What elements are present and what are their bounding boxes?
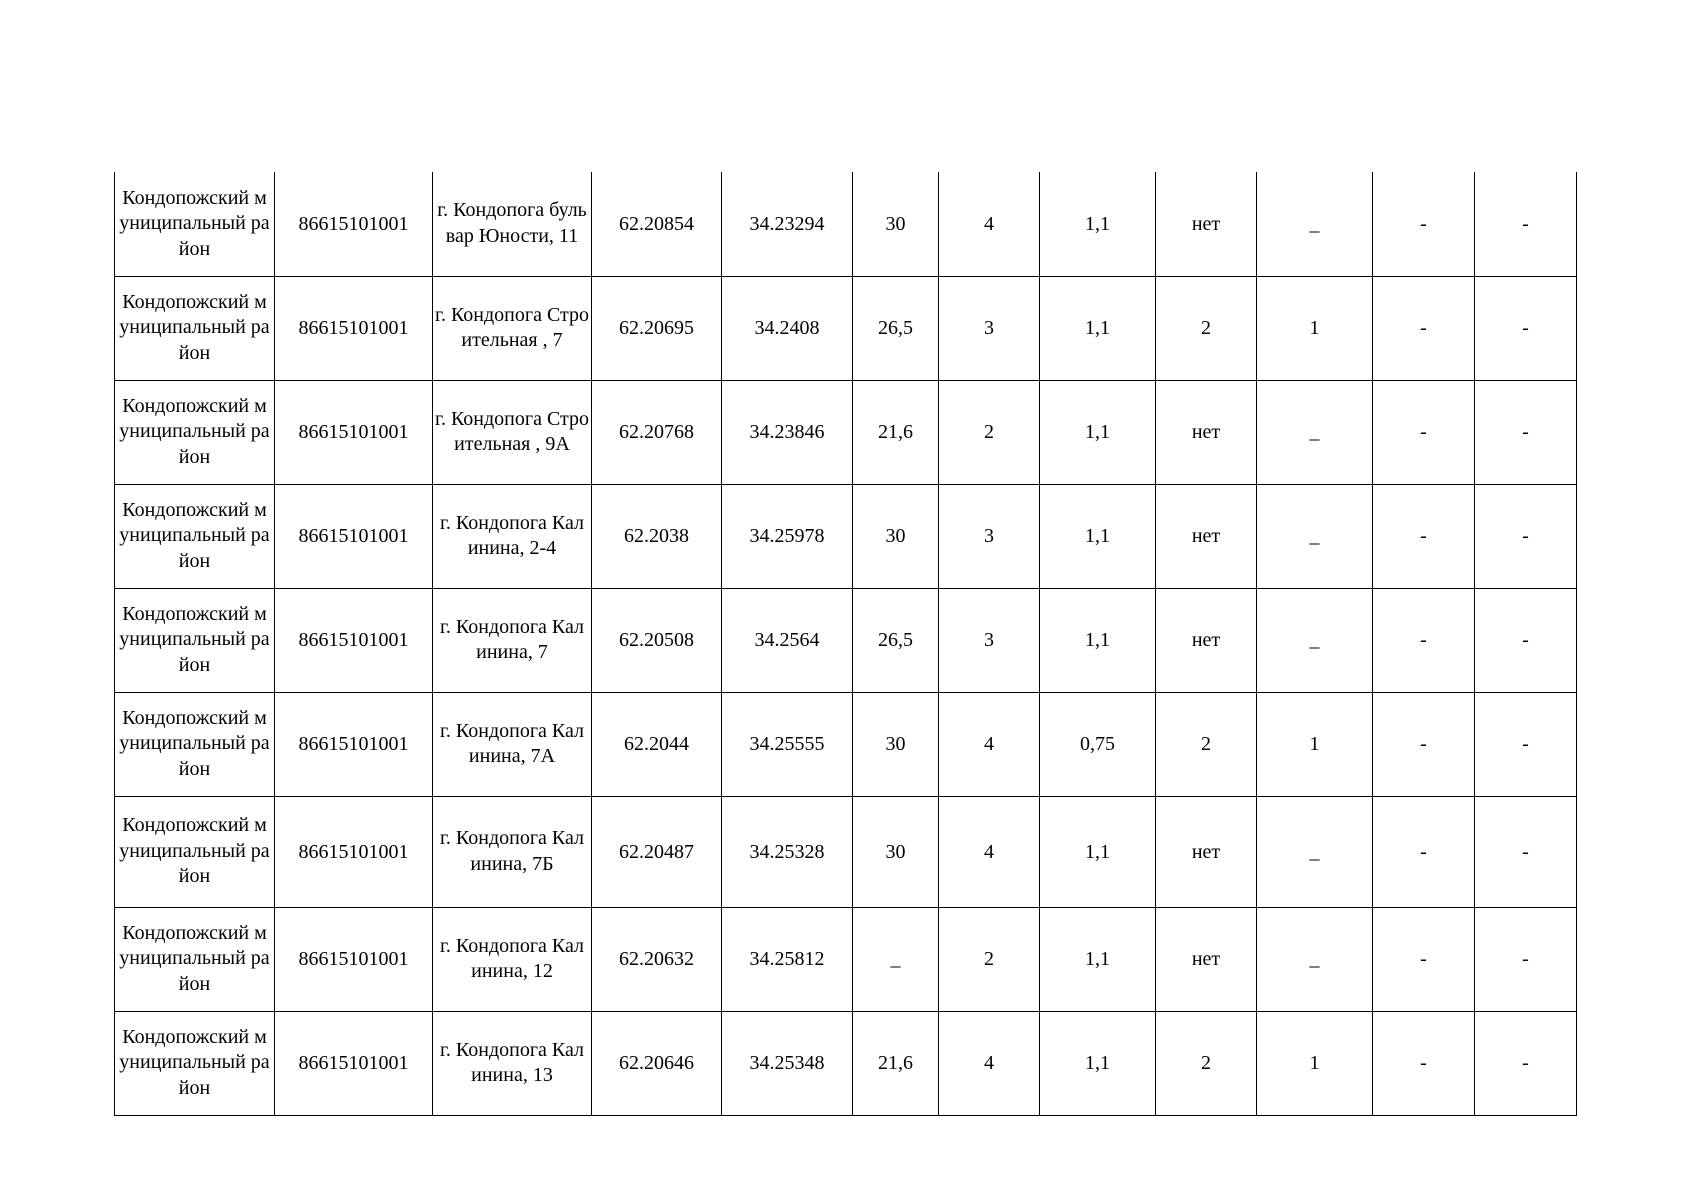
container-volume-cell: 1,1 [1040,796,1156,907]
area-cell: 26,5 [853,276,939,380]
container-volume-cell: 1,1 [1040,380,1156,484]
area-cell: 21,6 [853,1011,939,1115]
column-12-cell: - [1475,484,1577,588]
area-cell: 26,5 [853,588,939,692]
column-11-cell: - [1373,380,1475,484]
column-11-cell: - [1373,796,1475,907]
column-10-cell: _ [1257,588,1373,692]
column-10-cell: _ [1257,172,1373,276]
latitude-cell: 62.2038 [592,484,722,588]
column-12-cell: - [1475,380,1577,484]
table-row [115,796,1577,907]
column-9-cell: нет [1156,796,1257,907]
column-11-cell: - [1373,692,1475,796]
container-count-cell: 4 [939,796,1040,907]
table-row [115,907,1577,1011]
district-cell: Кондопожский муниципальный район [115,380,275,484]
latitude-cell: 62.20646 [592,1011,722,1115]
column-11-cell: - [1373,172,1475,276]
address-cell: г. Кондопога Калинина, 2-4 [433,484,592,588]
table-row [115,1011,1577,1115]
oktmo-cell: 86615101001 [275,172,433,276]
column-11-cell: - [1373,588,1475,692]
longitude-cell: 34.25348 [722,1011,853,1115]
column-11-cell: - [1373,276,1475,380]
container-count-cell: 3 [939,484,1040,588]
column-10-cell: _ [1257,907,1373,1011]
column-11-cell: - [1373,484,1475,588]
longitude-cell: 34.2564 [722,588,853,692]
table-row [115,692,1577,796]
column-10-cell: 1 [1257,276,1373,380]
address-cell: г. Кондопога Калинина, 13 [433,1011,592,1115]
container-volume-cell: 1,1 [1040,276,1156,380]
oktmo-cell: 86615101001 [275,692,433,796]
longitude-cell: 34.25555 [722,692,853,796]
column-9-cell: 2 [1156,276,1257,380]
longitude-cell: 34.25978 [722,484,853,588]
address-cell: г. Кондопога Строительная , 7 [433,276,592,380]
column-9-cell: нет [1156,172,1257,276]
latitude-cell: 62.20487 [592,796,722,907]
latitude-cell: 62.20632 [592,907,722,1011]
container-volume-cell: 1,1 [1040,588,1156,692]
district-cell: Кондопожский муниципальный район [115,907,275,1011]
container-count-cell: 3 [939,588,1040,692]
district-cell: Кондопожский муниципальный район [115,588,275,692]
column-9-cell: 2 [1156,692,1257,796]
table-row [115,588,1577,692]
column-10-cell: _ [1257,380,1373,484]
address-cell: г. Кондопога Калинина, 7 [433,588,592,692]
oktmo-cell: 86615101001 [275,1011,433,1115]
column-9-cell: нет [1156,588,1257,692]
container-count-cell: 2 [939,380,1040,484]
container-volume-cell: 1,1 [1040,484,1156,588]
district-cell: Кондопожский муниципальный район [115,1011,275,1115]
district-cell: Кондопожский муниципальный район [115,796,275,907]
latitude-cell: 62.20854 [592,172,722,276]
area-cell: 30 [853,796,939,907]
column-10-cell: _ [1257,796,1373,907]
container-count-cell: 4 [939,172,1040,276]
oktmo-cell: 86615101001 [275,380,433,484]
longitude-cell: 34.25812 [722,907,853,1011]
column-12-cell: - [1475,907,1577,1011]
district-cell: Кондопожский муниципальный район [115,484,275,588]
longitude-cell: 34.23846 [722,380,853,484]
container-count-cell: 3 [939,276,1040,380]
latitude-cell: 62.20768 [592,380,722,484]
column-9-cell: нет [1156,380,1257,484]
area-cell: 30 [853,692,939,796]
area-cell: _ [853,907,939,1011]
column-9-cell: нет [1156,484,1257,588]
container-count-cell: 4 [939,692,1040,796]
address-cell: г. Кондопога Строительная , 9А [433,380,592,484]
address-cell: г. Кондопога Калинина, 12 [433,907,592,1011]
container-volume-cell: 1,1 [1040,172,1156,276]
container-volume-cell: 1,1 [1040,1011,1156,1115]
container-sites-table [114,172,1577,1116]
container-volume-cell: 0,75 [1040,692,1156,796]
table-row [115,276,1577,380]
table-row [115,380,1577,484]
column-12-cell: - [1475,692,1577,796]
column-10-cell: 1 [1257,692,1373,796]
oktmo-cell: 86615101001 [275,796,433,907]
oktmo-cell: 86615101001 [275,276,433,380]
column-9-cell: нет [1156,907,1257,1011]
address-cell: г. Кондопога Калинина, 7А [433,692,592,796]
oktmo-cell: 86615101001 [275,907,433,1011]
longitude-cell: 34.25328 [722,796,853,907]
oktmo-cell: 86615101001 [275,588,433,692]
district-cell: Кондопожский муниципальный район [115,172,275,276]
area-cell: 21,6 [853,380,939,484]
table-body [115,172,1577,1115]
container-count-cell: 4 [939,1011,1040,1115]
area-cell: 30 [853,484,939,588]
district-cell: Кондопожский муниципальный район [115,692,275,796]
area-cell: 30 [853,172,939,276]
container-volume-cell: 1,1 [1040,907,1156,1011]
address-cell: г. Кондопога бульвар Юности, 11 [433,172,592,276]
column-11-cell: - [1373,907,1475,1011]
district-cell: Кондопожский муниципальный район [115,276,275,380]
table-row [115,172,1577,276]
longitude-cell: 34.23294 [722,172,853,276]
column-12-cell: - [1475,588,1577,692]
latitude-cell: 62.20695 [592,276,722,380]
column-12-cell: - [1475,1011,1577,1115]
oktmo-cell: 86615101001 [275,484,433,588]
column-12-cell: - [1475,172,1577,276]
container-count-cell: 2 [939,907,1040,1011]
latitude-cell: 62.2044 [592,692,722,796]
latitude-cell: 62.20508 [592,588,722,692]
column-10-cell: 1 [1257,1011,1373,1115]
column-11-cell: - [1373,1011,1475,1115]
table-row [115,484,1577,588]
column-10-cell: _ [1257,484,1373,588]
address-cell: г. Кондопога Калинина, 7Б [433,796,592,907]
column-9-cell: 2 [1156,1011,1257,1115]
longitude-cell: 34.2408 [722,276,853,380]
column-12-cell: - [1475,276,1577,380]
column-12-cell: - [1475,796,1577,907]
